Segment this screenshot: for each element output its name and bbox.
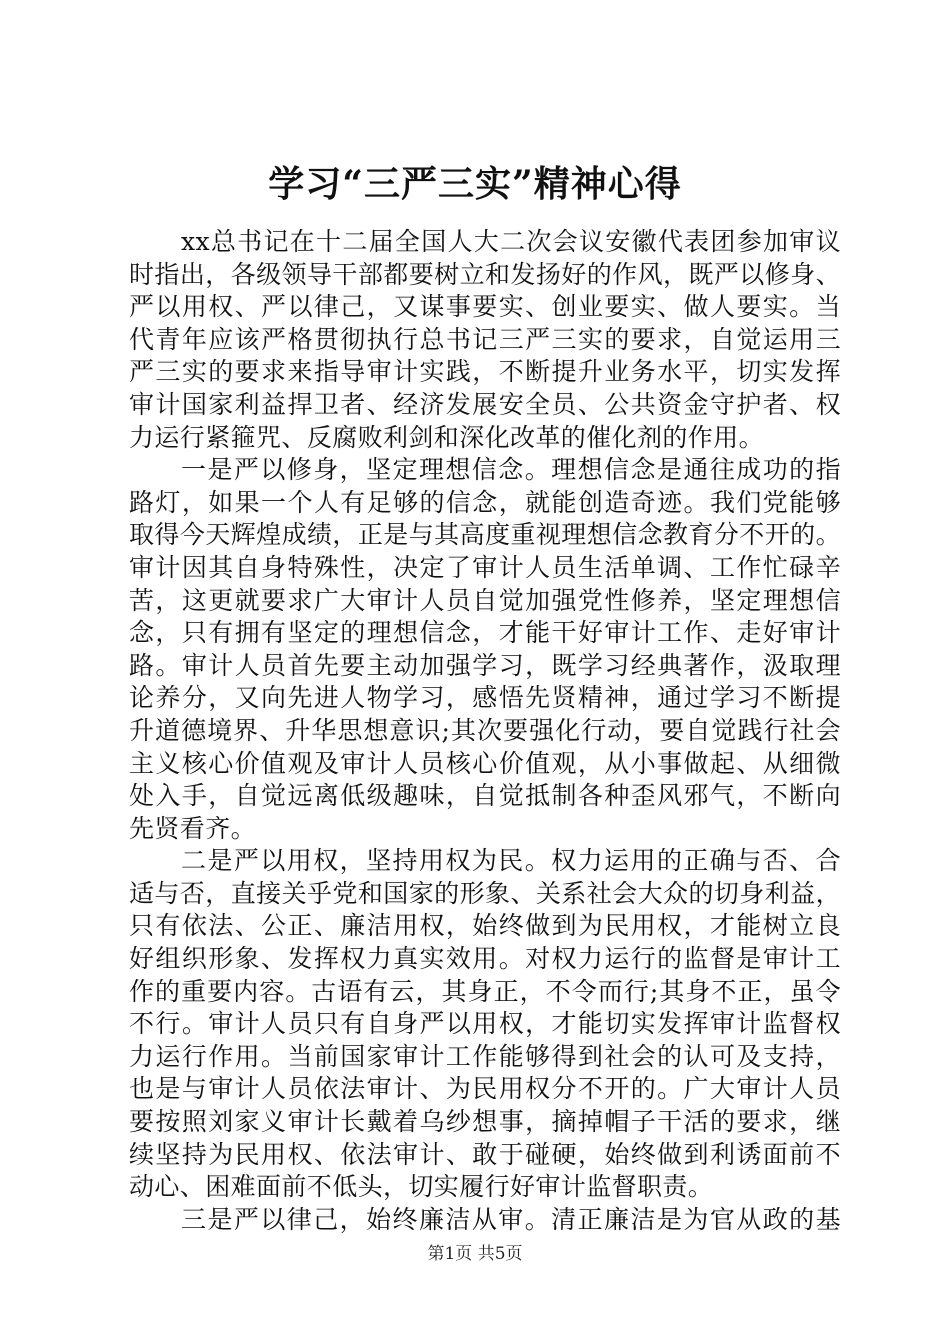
body-line: 代青年应该严格贯彻执行总书记三严三实的要求，自觉运用三	[129, 324, 841, 354]
body-line: 路。审计人员首先要主动加强学习，既学习经典著作，汲取理	[129, 650, 841, 680]
body-line: 取得今天辉煌成绩，正是与其高度重视理想信念教育分不开的。	[129, 520, 841, 550]
body-line: 路灯，如果一个人有足够的信念，就能创造奇迹。我们党能够	[129, 487, 841, 517]
body-line: 严三实的要求来指导审计实践，不断提升业务水平，切实发挥	[129, 357, 841, 387]
body-line: 只有依法、公正、廉洁用权，始终做到为民用权，才能树立良	[129, 911, 841, 941]
body-line: 动心、困难面前不低头，切实履行好审计监督职责。	[129, 1172, 714, 1202]
body-line: 论养分，又向先进人物学习，感悟先贤精神，通过学习不断提	[129, 683, 841, 713]
body-line: 严以用权、严以律己，又谋事要实、创业要实、做人要实。当	[129, 292, 841, 322]
body-line: 好组织形象、发挥权力真实效用。对权力运行的监督是审计工	[129, 944, 841, 974]
body-line: xx总书记在十二届全国人大二次会议安徽代表团参加审议	[181, 227, 841, 256]
body-line: 力运行紧箍咒、反腐败利剑和深化改革的催化剂的作用。	[129, 422, 765, 452]
body-line: 二是严以用权，坚持用权为民。权力运用的正确与否、合	[181, 846, 841, 876]
body-line: 审计国家利益捍卫者、经济发展安全员、公共资金守护者、权	[129, 389, 841, 419]
body-line: 先贤看齐。	[129, 813, 257, 843]
body-line: 续坚持为民用权、依法审计、敢于碰硬，始终做到利诱面前不	[129, 1139, 841, 1169]
body-line: 处入手，自觉远离低级趣味，自觉抵制各种歪风邪气，不断向	[129, 781, 841, 811]
body-line: 时指出，各级领导干部都要树立和发扬好的作风，既严以修身、	[129, 259, 841, 289]
body-line: 适与否，直接关乎党和国家的形象、关系社会大众的切身利益，	[129, 878, 841, 908]
body-line: 要按照刘家义审计长戴着乌纱想事，摘掉帽子干活的要求，继	[129, 1107, 841, 1137]
body-line: 一是严以修身，坚定理想信念。理想信念是通往成功的指	[181, 455, 841, 485]
body-line: 升道德境界、升华思想意识;其次要强化行动，要自觉践行社会	[129, 715, 841, 745]
body-line: 不行。审计人员只有自身严以用权，才能切实发挥审计监督权	[129, 1009, 841, 1039]
body-line: 念，只有拥有坚定的理想信念，才能干好审计工作、走好审计	[129, 618, 841, 648]
body-line: 也是与审计人员依法审计、为民用权分不开的。广大审计人员	[129, 1074, 841, 1104]
page-footer: 第1页 共5页	[427, 1244, 523, 1264]
body-line: 苦，这更就要求广大审计人员自觉加强党性修养，坚定理想信	[129, 585, 841, 615]
body-line: 主义核心价值观及审计人员核心价值观，从小事做起、从细微	[129, 748, 841, 778]
body-line: 审计因其自身特殊性，决定了审计人员生活单调、工作忙碌辛	[129, 552, 841, 582]
document-title: 学习“三严三实”精神心得	[268, 163, 682, 205]
body-line: 作的重要内容。古语有云，其身正，不令而行;其身不正，虽令	[129, 976, 841, 1006]
body-line: 三是严以律己，始终廉洁从审。清正廉洁是为官从政的基	[181, 1204, 841, 1234]
body-line: 力运行作用。当前国家审计工作能够得到社会的认可及支持，	[129, 1041, 841, 1071]
document-body	[129, 226, 841, 1236]
